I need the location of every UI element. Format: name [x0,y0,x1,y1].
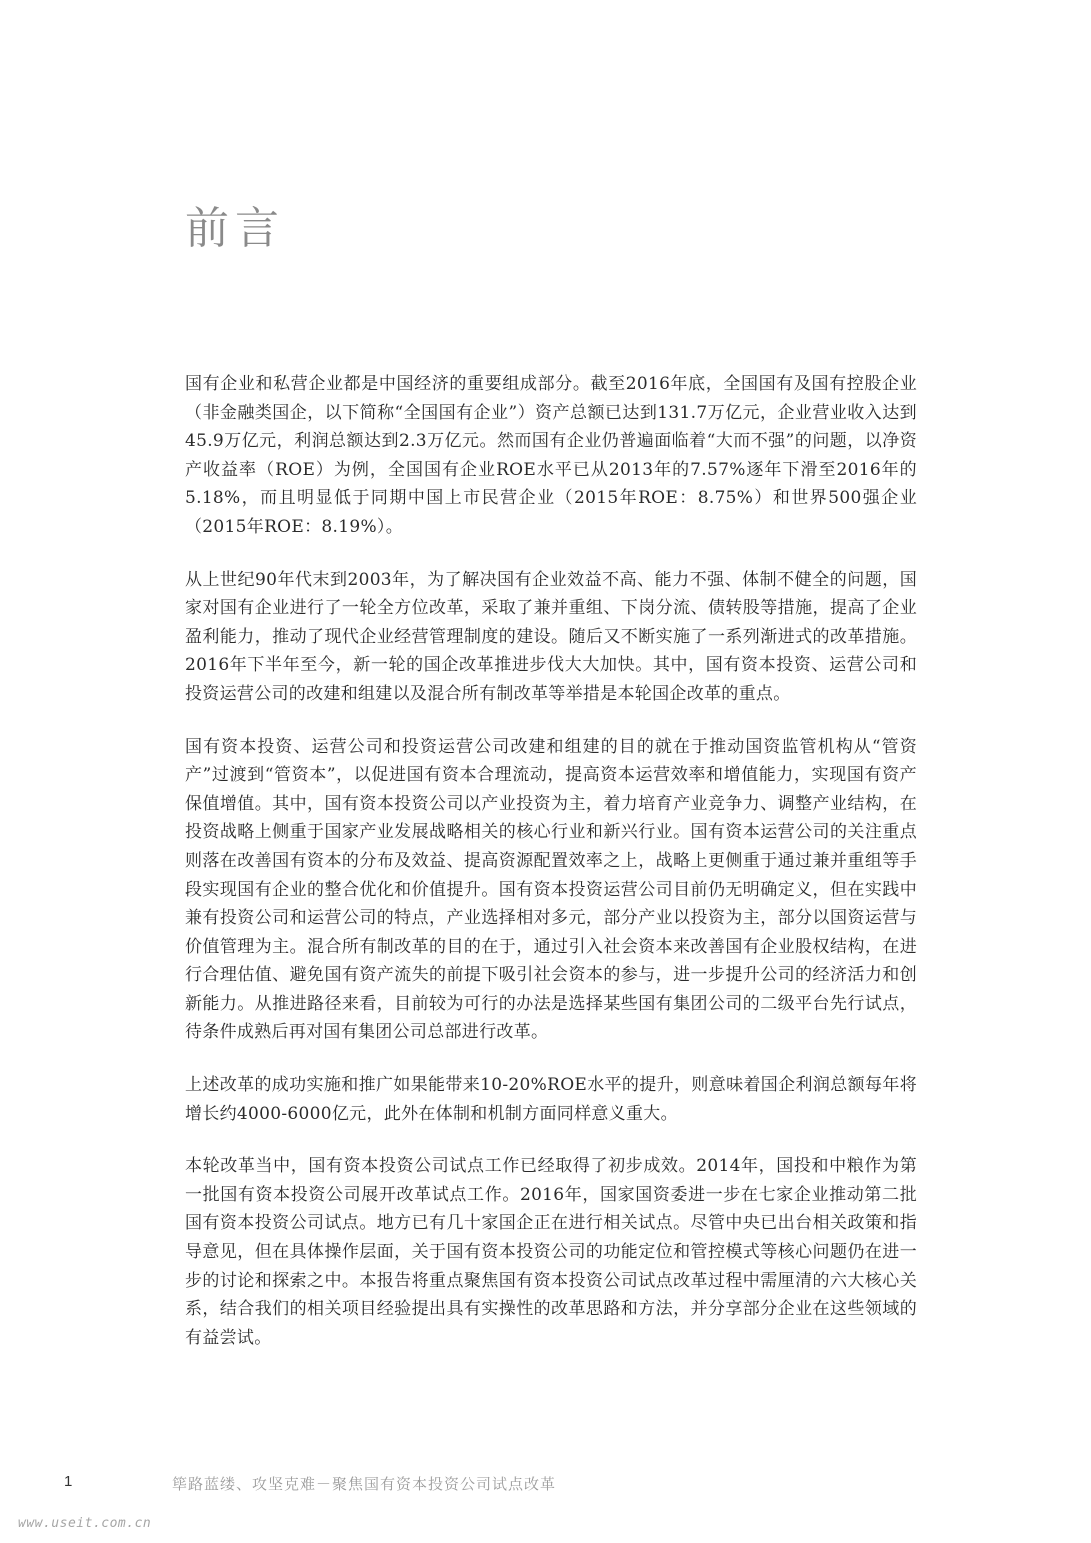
paragraph-2: 从上世纪90年代末到2003年，为了解决国有企业效益不高、能力不强、体制不健全的问题，国家对国有企业进行了一轮全方位改革，采取了兼并重组、下岗分流、债转股等措施，提高了企业盈利能力，推动了现代企业经营管理制度的建设。随后又不断实施了一系列渐进式的改革措施。2016年下半年至今，新一轮的国企改革推进步伐大大加快。其中，国有资本投资、运营公司和投资运营公司的改建和组建以及混合所有制改革等举措是本轮国企改革的重点。 [185,569,917,704]
page-footer [0,1473,1091,1513]
watermark: www.useit.com.cn [18,1516,152,1531]
paragraph-4: 上述改革的成功实施和推广如果能带来10-20%ROE水平的提升，则意味着国企利润总额每年将增长约4000-6000亿元，此外在体制和机制方面同样意义重大。 [185,1075,917,1124]
paragraph-5: 本轮改革当中，国有资本投资公司试点工作已经取得了初步成效。2014年，国投和中粮作为第一批国有资本投资公司展开改革试点工作。2016年，国家国资委进一步在七家企业推动第二批国有资本投资公司试点。地方已有几十家国企正在进行相关试点。尽管中央已出台相关政策和指导意见，但在具体操作层面，关于国有资本投资公司的功能定位和管控模式等核心问题仍在进一步的讨论和探索之中。本报告将重点聚焦国有资本投资公司试点改革过程中需厘清的六大核心关系，结合我们的相关项目经验提出具有实操性的改革思路和方法，并分享部分企业在这些领域的有益尝试。 [185,1156,917,1348]
paragraph-3: 国有资本投资、运营公司和投资运营公司改建和组建的目的就在于推动国资监管机构从“管资产”过渡到“管资本”，以促进国有资本合理流动，提高资本运营效率和增值能力，实现国有资产保值增值。其中，国有资本投资公司以产业投资为主，着力培育产业竞争力、调整产业结构，在投资战略上侧重于国家产业发展战略相关的核心行业和新兴行业。国有资本运营公司的关注重点则落在改善国有资本的分布及效益、提高资源配置效率之上，战略上更侧重于通过兼并重组等手段实现国有企业的整合优化和价值提升。国有资本投资运营公司目前仍无明确定义，但在实践中兼有投资公司和运营公司的特点，产业选择相对多元，部分产业以投资为主，部分以国资运营与价值管理为主。混合所有制改革的目的在于，通过引入社会资本来改善国有企业股权结构，在进行合理估值、避免国有资产流失的前提下吸引社会资本的参与，进一步提升公司的经济活力和创新能力。从推进路径来看，目前较为可行的办法是选择某些国有集团公司的二级平台先行试点，待条件成熟后再对国有集团公司总部进行改革。 [185,736,917,1043]
page-number: 1 [64,1473,73,1490]
page-title: 前言 [185,203,285,254]
body-text [185,370,917,1376]
footer-title: 筚路蓝缕、攻坚克难－聚焦国有资本投资公司试点改革 [172,1475,557,1493]
paragraph-1: 国有企业和私营企业都是中国经济的重要组成部分。截至2016年底，全国国有及国有控股企业（非金融类国企，以下简称“全国国有企业”）资产总额已达到131.7万亿元，企业营业收入达到45.9万亿元，利润总额达到2.3万亿元。然而国有企业仍普遍面临着“大而不强”的问题，以净资产收益率（ROE）为例，全国国有企业ROE水平已从2013年的7.57%逐年下滑至2016年的5.18%，而且明显低于同期中国上市民营企业（2015年ROE：8.75%）和世界500强企业（2015年ROE：8.19%）。 [185,374,917,537]
